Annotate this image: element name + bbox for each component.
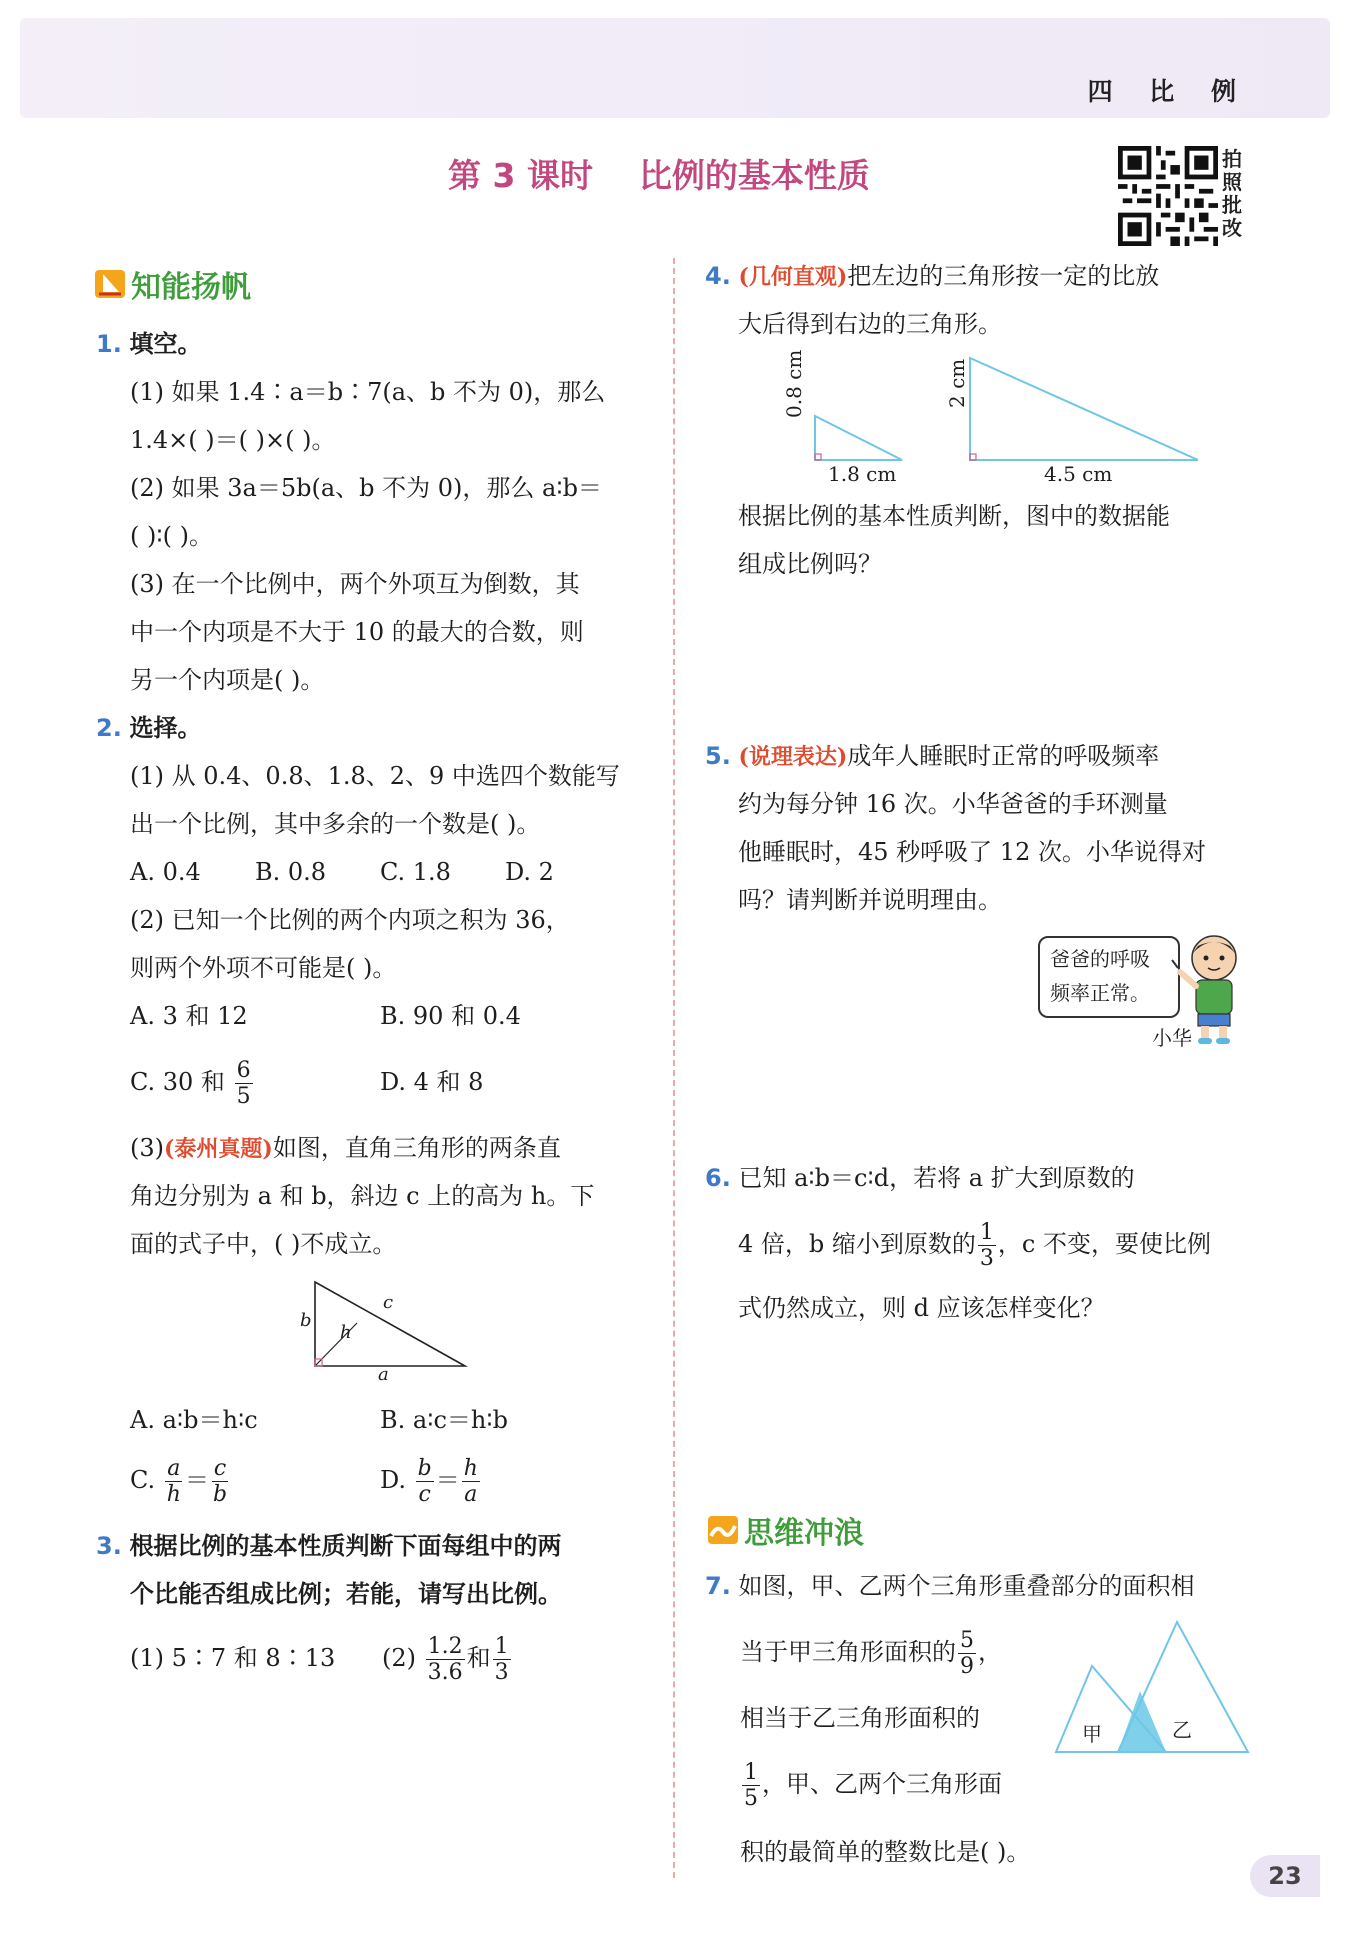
q2-option: [380, 1450, 482, 1510]
q4-number: 4.: [705, 262, 731, 290]
q1-line: ( )∶( )。: [130, 522, 213, 550]
equals-sign: ＝: [435, 1466, 460, 1494]
character-name: 小华: [1152, 1026, 1192, 1050]
label-b: b: [300, 1310, 312, 1331]
chapter-name: 四 比 例: [1087, 77, 1250, 106]
q6-text: ，c 不变，要使比例: [997, 1230, 1211, 1258]
sail-icon: [95, 270, 125, 298]
q5-number: 5.: [705, 742, 731, 770]
fraction-den: 3: [494, 1660, 509, 1685]
q7-line: 积的最简单的整数比是( )。: [740, 1838, 1031, 1866]
fraction: [493, 1634, 511, 1685]
q2-line: (1) 从 0.4、0.8、1.8、2、9 中选四个数能写: [130, 762, 620, 790]
fraction-num: 1: [979, 1220, 994, 1245]
fraction-num: 5: [960, 1628, 974, 1653]
fraction-num: 1: [494, 1634, 509, 1659]
q1-line: 另一个内项是( )。: [130, 666, 325, 694]
small-tri-height: 0.8 cm: [782, 349, 806, 418]
fraction-den: 5: [744, 1786, 758, 1811]
label-a: a: [378, 1364, 389, 1385]
q2-line: 面的式子中，( )不成立。: [130, 1230, 397, 1258]
q2-p3-text: 如图，直角三角形的两条直: [272, 1134, 561, 1162]
q2-option: A. a∶b＝h∶c: [130, 1406, 258, 1434]
q2-line: (2) 已知一个比例的两个内项之积为 36，: [130, 906, 570, 934]
q6-text: 4 倍，b 缩小到原数的: [738, 1230, 976, 1258]
q2-line: 出一个比例，其中多余的一个数是( )。: [130, 810, 541, 838]
qr-code[interactable]: [1118, 146, 1218, 246]
bubble-line: 频率正常。: [1050, 981, 1150, 1005]
source-tag: (说理表达): [738, 744, 848, 770]
q2-option: B. a∶c＝h∶b: [380, 1406, 508, 1434]
q2-title-text: 选择。: [129, 714, 202, 742]
label-c: c: [383, 1292, 394, 1313]
q3-and: 和: [466, 1644, 491, 1672]
q1-title: [96, 320, 201, 368]
q2-option: [130, 1450, 231, 1510]
q6-number: 6.: [705, 1164, 731, 1192]
qr-caption-char: 照: [1222, 170, 1242, 194]
q2-option: D. 2: [505, 858, 554, 886]
q2-option: A. 3 和 12: [130, 1002, 248, 1030]
fraction-den: 3.6: [427, 1660, 463, 1685]
q6-line: [738, 1214, 1211, 1274]
q1-number: 1.: [96, 330, 122, 358]
q7-text: ，甲、乙两个三角形面: [762, 1770, 1002, 1798]
fraction-num: b: [417, 1456, 432, 1481]
q2-option: C. 1.8: [380, 858, 451, 886]
q5-line: 约为每分钟 16 次。小华爸爸的手环测量: [738, 790, 1168, 818]
q2-title: [96, 704, 201, 752]
q2-option-c-prefix: C.: [130, 1466, 156, 1494]
q6-line: [705, 1154, 1135, 1202]
fraction: [235, 1058, 253, 1109]
q5-line: [705, 732, 1159, 781]
q3-part2: [382, 1628, 513, 1688]
q2-number: 2.: [96, 714, 122, 742]
q2-line: 角边分别为 a 和 b，斜边 c 上的高为 h。下: [130, 1182, 595, 1210]
q7-text: 当于甲三角形面积的: [740, 1638, 956, 1666]
q1-title-text: 填空。: [129, 330, 202, 358]
qr-caption: [1222, 148, 1246, 240]
lesson-title: 第 3 课时 比例的基本性质: [448, 156, 870, 195]
q1-line: (3) 在一个比例中，两个外项互为倒数，其: [130, 570, 580, 598]
section-title: 思维冲浪: [744, 1516, 864, 1551]
q7-text: 如图，甲、乙两个三角形重叠部分的面积相: [738, 1572, 1195, 1600]
q3-line: 个比能否组成比例；若能，请写出比例。: [130, 1580, 562, 1608]
section-heading-knowledge: [95, 262, 251, 306]
q2-option: A. 0.4: [130, 858, 201, 886]
qr-caption-char: 批: [1222, 193, 1242, 217]
fraction-den: 9: [960, 1654, 974, 1679]
q2-option: B. 90 和 0.4: [380, 1002, 521, 1030]
q3-number: 3.: [96, 1532, 122, 1560]
q4-text: 把左边的三角形按一定的比放: [847, 262, 1160, 290]
q3-line: [96, 1522, 561, 1570]
q4-line: 组成比例吗？: [738, 550, 882, 578]
q5-line: 他睡眠时，45 秒呼吸了 12 次。小华说得对: [738, 838, 1206, 866]
qr-caption-char: 拍: [1222, 147, 1242, 171]
q1-line: 中一个内项是不大于 10 的最大的合数，则: [130, 618, 584, 646]
small-tri-width: 1.8 cm: [828, 462, 897, 486]
q2-option: D. 4 和 8: [380, 1068, 484, 1096]
qr-caption-char: 改: [1222, 216, 1242, 240]
fraction-den: 3: [979, 1246, 994, 1271]
fraction: [426, 1634, 465, 1685]
fraction-den: h: [166, 1482, 181, 1507]
q1-line: 1.4×( )＝( )×( )。: [130, 426, 336, 454]
q2-option-c-text: C. 30 和: [130, 1068, 225, 1096]
q7-line: [705, 1562, 1194, 1610]
q1-line: (2) 如果 3a＝5b(a、b 不为 0)，那么 a∶b＝: [130, 474, 602, 502]
q2-p3-prefix: (3): [130, 1134, 164, 1162]
q7-line: 相当于乙三角形面积的: [740, 1704, 980, 1732]
fraction-num: h: [463, 1456, 478, 1481]
q3-part1: (1) 5∶7 和 8∶13: [130, 1644, 336, 1672]
q2-option-d-prefix: D.: [380, 1466, 407, 1494]
q4-line: [705, 252, 1159, 301]
q6-line: 式仍然成立，则 d 应该怎样变化？: [738, 1294, 1105, 1322]
q3-text: 根据比例的基本性质判断下面每组中的两: [129, 1532, 562, 1560]
q2-p3-line: [130, 1124, 561, 1173]
label-yi: 乙: [1172, 1718, 1192, 1742]
q7-line: [740, 1622, 1002, 1682]
label-h: h: [340, 1322, 352, 1343]
wave-icon: [708, 1516, 738, 1544]
q7-text: ，: [978, 1638, 1002, 1666]
large-tri-width: 4.5 cm: [1044, 462, 1113, 486]
fraction: [211, 1456, 229, 1507]
source-tag: (泰州真题): [164, 1136, 273, 1162]
fraction-den: a: [464, 1482, 478, 1507]
fraction-den: 5: [236, 1084, 251, 1109]
section-heading-thinking: [708, 1508, 864, 1552]
q1-line: (1) 如果 1.4∶a＝b∶7(a、b 不为 0)，那么: [130, 378, 606, 406]
page-number: 23: [1250, 1855, 1320, 1897]
q4-line: 大后得到右边的三角形。: [738, 310, 1002, 338]
section-title: 知能扬帆: [131, 270, 251, 305]
fraction-den: c: [418, 1482, 431, 1507]
bubble-line: 爸爸的呼吸: [1050, 947, 1150, 971]
equals-sign: ＝: [184, 1466, 209, 1494]
q7-line: [740, 1754, 1002, 1814]
fraction: [165, 1456, 183, 1507]
fraction-num: 6: [236, 1058, 251, 1083]
fraction: [416, 1456, 434, 1507]
source-tag: (几何直观): [738, 264, 848, 290]
q5-line: 吗？请判断并说明理由。: [738, 886, 1002, 914]
fraction: [958, 1628, 976, 1679]
q4-line: 根据比例的基本性质判断，图中的数据能: [738, 502, 1170, 530]
speech-bubble: [1038, 936, 1180, 1018]
q5-text: 成年人睡眠时正常的呼吸频率: [847, 742, 1160, 770]
q3-part2-prefix: (2): [382, 1644, 416, 1672]
q2-option: B. 0.8: [255, 858, 327, 886]
q7-number: 7.: [705, 1572, 731, 1600]
fraction: [462, 1456, 480, 1507]
fraction-num: a: [167, 1456, 181, 1481]
large-tri-height: 2 cm: [945, 358, 969, 408]
fraction: [978, 1220, 996, 1271]
fraction-den: b: [212, 1482, 228, 1507]
label-jia: 甲: [1082, 1722, 1102, 1746]
q2-option: [130, 1052, 255, 1112]
fraction-num: 1: [744, 1760, 758, 1785]
triangles-diagram: [780, 350, 1200, 470]
q6-text: 已知 a∶b＝c∶d，若将 a 扩大到原数的: [738, 1164, 1135, 1192]
fraction: [742, 1760, 760, 1811]
fraction-num: 1.2: [427, 1634, 463, 1659]
q2-line: 则两个外项不可能是( )。: [130, 954, 397, 982]
column-divider: [673, 258, 675, 1878]
fraction-num: c: [213, 1456, 227, 1481]
